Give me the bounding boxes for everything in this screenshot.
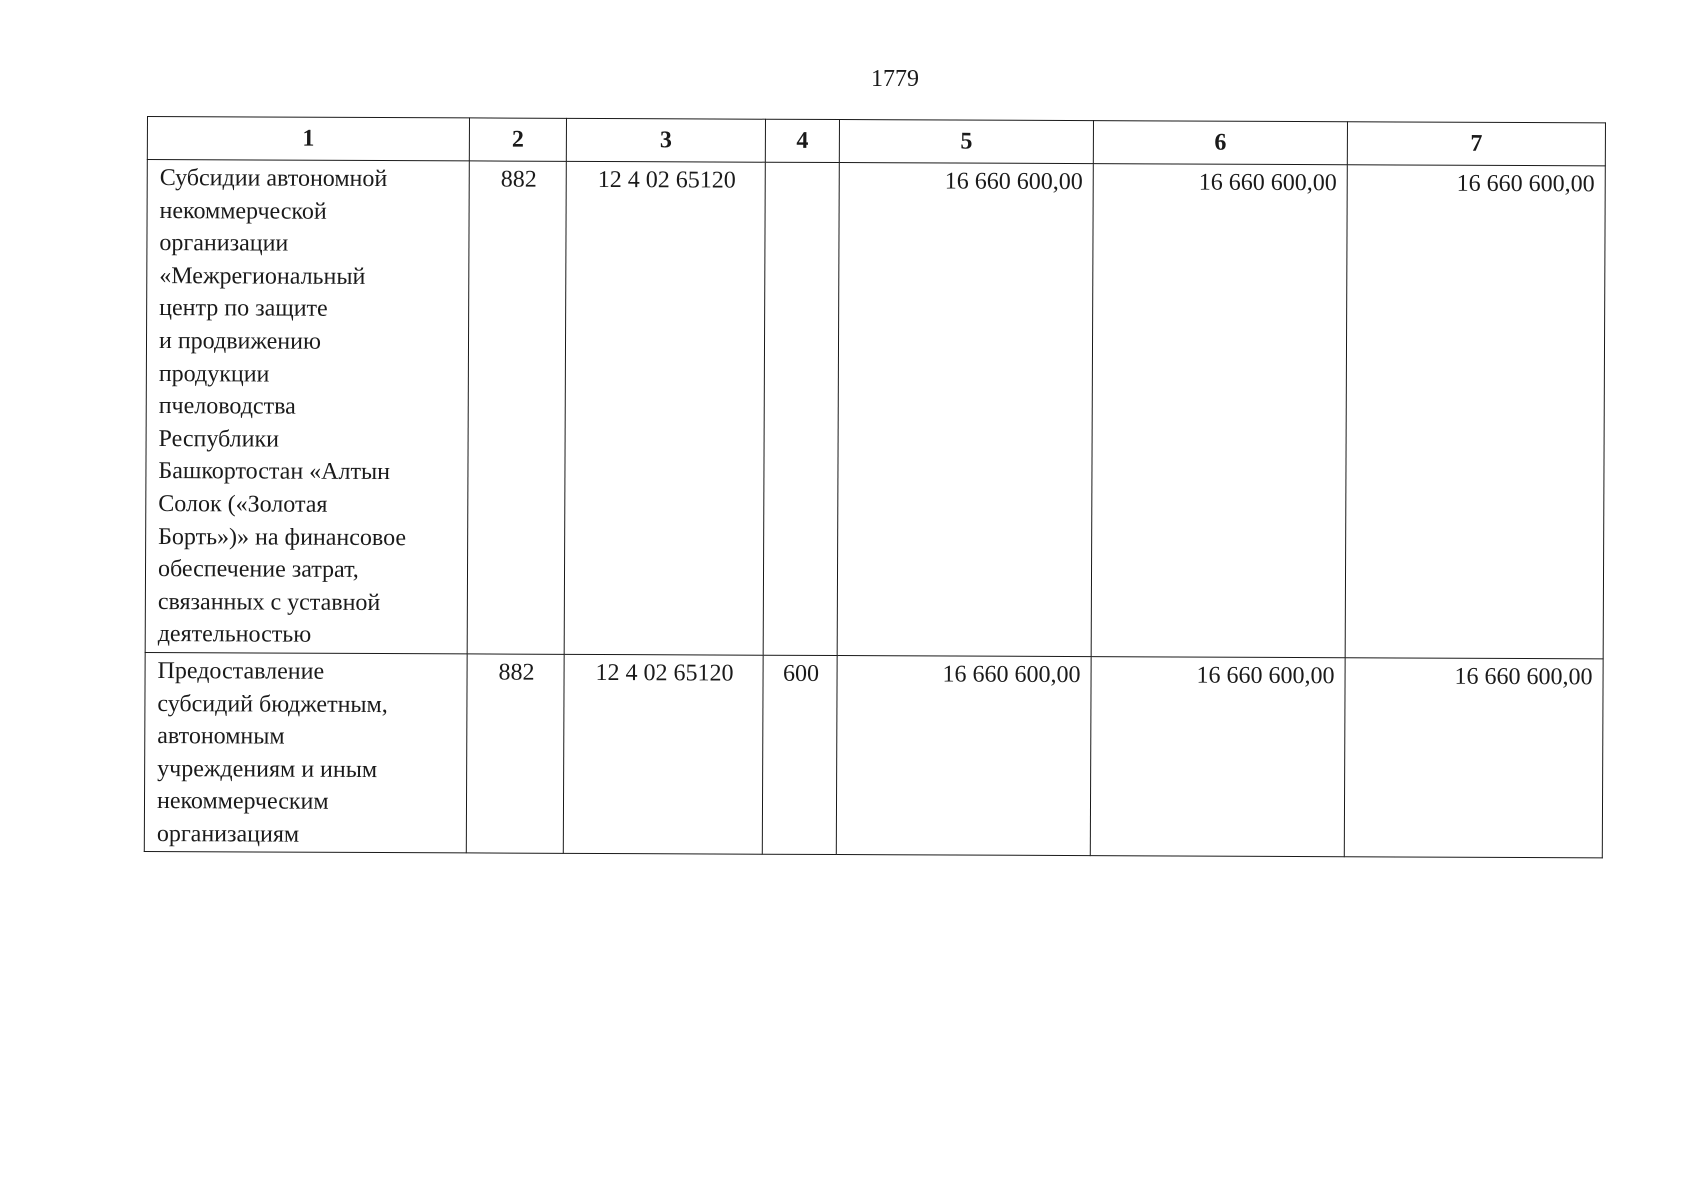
name-line: организации xyxy=(159,230,289,257)
column-header-4: 4 xyxy=(765,119,839,162)
type-code-cell: 600 xyxy=(762,655,837,854)
sum-cell-7: 16 660 600,00 xyxy=(1344,658,1603,858)
class-code-cell: 12 4 02 65120 xyxy=(564,161,765,655)
class-code-cell: 12 4 02 65120 xyxy=(563,654,763,854)
page-number: 1779 xyxy=(871,66,919,92)
name-line: Солок («Золотая xyxy=(158,490,328,518)
name-line: Республики xyxy=(158,425,280,453)
code-cell: 882 xyxy=(466,654,564,853)
name-line: продукции xyxy=(158,360,270,388)
name-line: обеспечение затрат, xyxy=(157,556,359,584)
name-line: и продвижению xyxy=(158,328,321,355)
name-line: пчеловодства xyxy=(158,393,296,420)
row-name-cell xyxy=(144,652,467,852)
sum-cell-7: 16 660 600,00 xyxy=(1345,165,1605,659)
column-header-3: 3 xyxy=(566,118,765,162)
name-line: Борть»)» на финансовое xyxy=(158,523,407,551)
budget-table xyxy=(144,116,1606,858)
name-line: связанных с уставной xyxy=(157,588,381,616)
sum-cell-5: 16 660 600,00 xyxy=(837,163,1093,657)
name-line: некоммерческой xyxy=(159,197,327,225)
table-row xyxy=(145,160,1605,659)
type-code-cell xyxy=(763,162,839,655)
name-line: Субсидии автономной xyxy=(159,165,388,193)
sum-cell-6: 16 660 600,00 xyxy=(1091,164,1347,658)
table-row xyxy=(144,652,1603,857)
name-line: автономным xyxy=(157,723,285,750)
name-line: деятельностью xyxy=(157,621,312,649)
name-line: субсидий бюджетным, xyxy=(157,690,388,718)
name-line: некоммерческим xyxy=(156,788,329,816)
column-header-5: 5 xyxy=(839,120,1093,164)
name-line: «Межрегиональный xyxy=(159,262,366,290)
column-header-1: 1 xyxy=(147,117,469,161)
name-line: организациям xyxy=(156,821,300,848)
code-cell: 882 xyxy=(467,161,566,654)
sum-cell-6: 16 660 600,00 xyxy=(1090,657,1345,857)
column-header-7: 7 xyxy=(1347,122,1605,166)
name-line: Предоставление xyxy=(157,658,325,685)
table-header-row xyxy=(147,117,1605,166)
name-line: центр по защите xyxy=(159,295,328,323)
sum-cell-5: 16 660 600,00 xyxy=(836,656,1091,856)
row-name-cell xyxy=(145,160,469,654)
column-header-2: 2 xyxy=(469,118,566,161)
name-line: учреждениям и иным xyxy=(157,755,378,783)
column-header-6: 6 xyxy=(1093,121,1347,165)
name-line: Башкортостан «Алтын xyxy=(158,458,391,486)
